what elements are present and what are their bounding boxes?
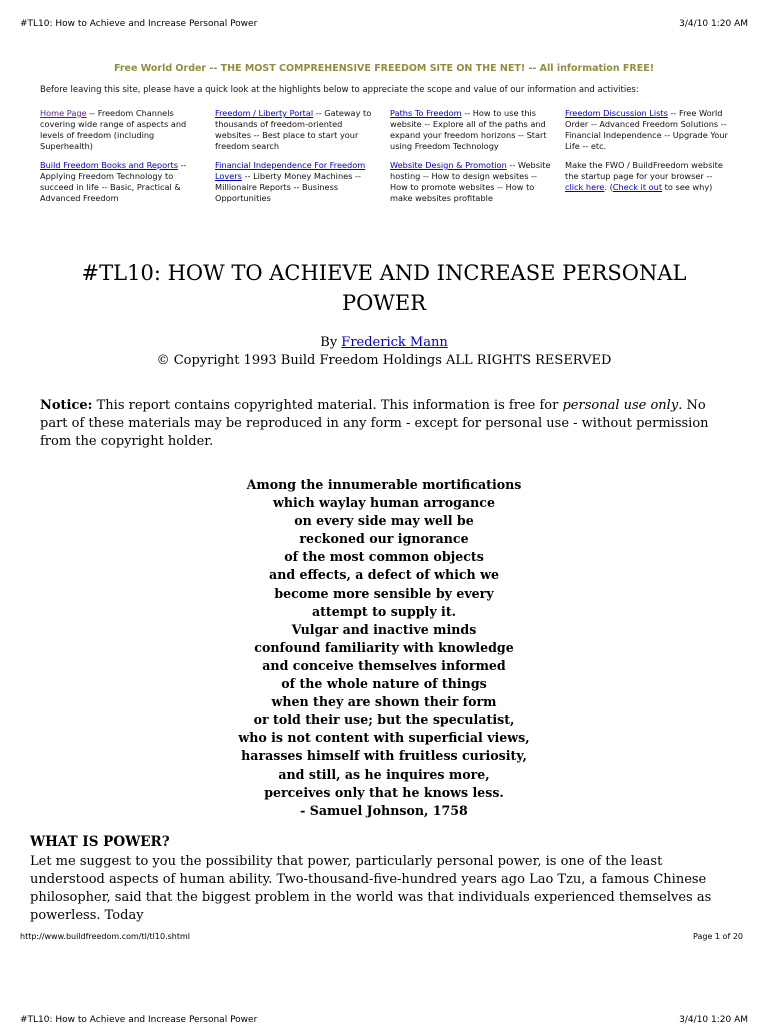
poem-line: when they are shown their form bbox=[271, 694, 497, 710]
copyright-notice: © Copyright 1993 Build Freedom Holdings ALL RIGHTS RESERVED bbox=[156, 353, 612, 368]
print-footer-page: Page 1 of 20 bbox=[693, 932, 743, 941]
poem-line: confound familiarity with knowledge bbox=[254, 639, 514, 655]
poem-line: of the whole nature of things bbox=[281, 676, 487, 692]
website-design-link[interactable]: Website Design & Promotion bbox=[390, 160, 507, 170]
highlights-grid bbox=[40, 108, 740, 204]
highlight-discussion-lists bbox=[565, 108, 740, 152]
poem-line: which waylay human arrogance bbox=[273, 495, 495, 511]
print-header-title: #TL10: How to Achieve and Increase Personal Power bbox=[20, 19, 258, 29]
notice-text-before: This report contains copyrighted material. This information is free for bbox=[92, 398, 563, 413]
highlight-description: -- Gateway to thousands of freedom-oriented websites -- Best place to start your freedom search bbox=[215, 108, 372, 151]
body-paragraph: Let me suggest to you the possibility that power, particularly personal power, is one of the least understood aspects of human ability. Two-thousand-five-hundred years ago Lao Tzu, a famous Chinese philosopher, said that the biggest problem in the world was that individuals experienced themselves as powerless. Today bbox=[30, 854, 712, 923]
poem-line: of the most common objects bbox=[284, 549, 484, 565]
poem-line: become more sensible by every bbox=[274, 585, 494, 601]
poem-line: Vulgar and inactive minds bbox=[291, 621, 477, 637]
poem-line: and effects, a defect of which we bbox=[269, 567, 499, 583]
highlight-freedom-portal bbox=[215, 108, 390, 152]
byline bbox=[0, 334, 768, 370]
print-header-datetime: 3/4/10 1:20 AM bbox=[679, 19, 748, 29]
home-page-link[interactable]: Home Page bbox=[40, 108, 87, 118]
byline-by: By bbox=[320, 335, 342, 350]
print-footer bbox=[20, 932, 743, 941]
financial-independence-link[interactable]: Financial Independence For Freedom Lovers bbox=[215, 160, 366, 181]
freedom-liberty-portal-link[interactable]: Freedom / Liberty Portal bbox=[215, 108, 314, 118]
intro-text: Before leaving this site, please have a quick look at the highlights below to appreciate the scope and value of our information and activities: bbox=[40, 85, 639, 95]
notice-paragraph bbox=[40, 397, 730, 451]
books-and-reports-link[interactable]: Build Freedom Books and Reports bbox=[40, 160, 178, 170]
poem-line: harasses himself with fruitless curiosity, bbox=[241, 748, 527, 764]
print-header bbox=[20, 19, 748, 29]
highlight-startup-page bbox=[565, 160, 740, 204]
highlight-website-design bbox=[390, 160, 565, 204]
highlight-description: -- Applying Freedom Technology to succeed in life -- Basic, Practical & Advanced Freedom bbox=[40, 160, 187, 203]
highlight-financial-independence bbox=[215, 160, 390, 204]
print-header-title: #TL10: How to Achieve and Increase Personal Power bbox=[20, 1015, 258, 1025]
freedom-discussion-lists-link[interactable]: Freedom Discussion Lists bbox=[565, 108, 668, 118]
print-footer-url: http://www.buildfreedom.com/tl/tl10.shtml bbox=[20, 932, 191, 941]
site-banner: Free World Order -- THE MOST COMPREHENSIVE FREEDOM SITE ON THE NET! -- All information FREE! bbox=[113, 63, 655, 74]
highlight-description: -- Website hosting -- How to design websites -- How to promote websites -- How to make websites profitable bbox=[390, 160, 551, 203]
poem-line: Among the innumerable mortifications bbox=[246, 477, 522, 492]
startup-text-before: Make the FWO / BuildFreedom website the startup page for your browser -- bbox=[565, 160, 723, 181]
highlight-description: -- Free World Order -- Advanced Freedom Solutions -- Financial Independence -- Upgrade Your Life -- etc. bbox=[565, 108, 728, 151]
author-link[interactable]: Frederick Mann bbox=[341, 335, 448, 350]
notice-label: Notice: bbox=[40, 398, 93, 413]
poem-line: on every side may well be bbox=[294, 513, 474, 529]
section-heading: WHAT IS POWER? bbox=[30, 834, 170, 850]
poem-line: attempt to supply it. bbox=[311, 603, 457, 619]
startup-text-after: to see why) bbox=[662, 182, 713, 192]
poem-line: reckoned our ignorance bbox=[299, 531, 469, 547]
poem-line: and still, as he inquires more, bbox=[278, 766, 490, 782]
highlight-paths-to-freedom bbox=[390, 108, 565, 152]
epigraph-quote bbox=[0, 476, 768, 820]
click-here-link[interactable]: click here bbox=[565, 182, 605, 192]
highlight-description: -- Liberty Money Machines -- Millionaire Reports -- Business Opportunities bbox=[215, 171, 361, 203]
highlight-description: -- Freedom Channels covering wide range of aspects and levels of freedom (including Superhealth) bbox=[40, 108, 187, 151]
print-header-datetime: 3/4/10 1:20 AM bbox=[679, 1015, 748, 1025]
poem-attribution: - Samuel Johnson, 1758 bbox=[300, 802, 468, 818]
poem-line: or told their use; but the speculatist, bbox=[253, 712, 515, 728]
poem-line: who is not content with superficial views, bbox=[238, 730, 530, 746]
highlight-home-page bbox=[40, 108, 215, 152]
paths-to-freedom-link[interactable]: Paths To Freedom bbox=[390, 108, 462, 118]
page-title: #TL10: HOW TO ACHIEVE AND INCREASE PERSONAL POWER bbox=[81, 261, 687, 315]
check-it-out-link[interactable]: Check it out bbox=[612, 182, 663, 192]
notice-text-after: . No part of these materials may be reproduced in any form - except for personal use - without permission from the copyright holder. bbox=[40, 398, 709, 449]
highlight-description: -- How to use this website -- Explore all of the paths and expand your freedom horizons -- Start using Freedom Technology bbox=[390, 108, 547, 151]
highlight-books-reports bbox=[40, 160, 215, 204]
poem-line: and conceive themselves informed bbox=[262, 657, 506, 673]
startup-text-middle: . ( bbox=[604, 182, 613, 192]
poem-line: perceives only that he knows less. bbox=[264, 784, 504, 800]
notice-emphasis: personal use only bbox=[562, 398, 679, 413]
